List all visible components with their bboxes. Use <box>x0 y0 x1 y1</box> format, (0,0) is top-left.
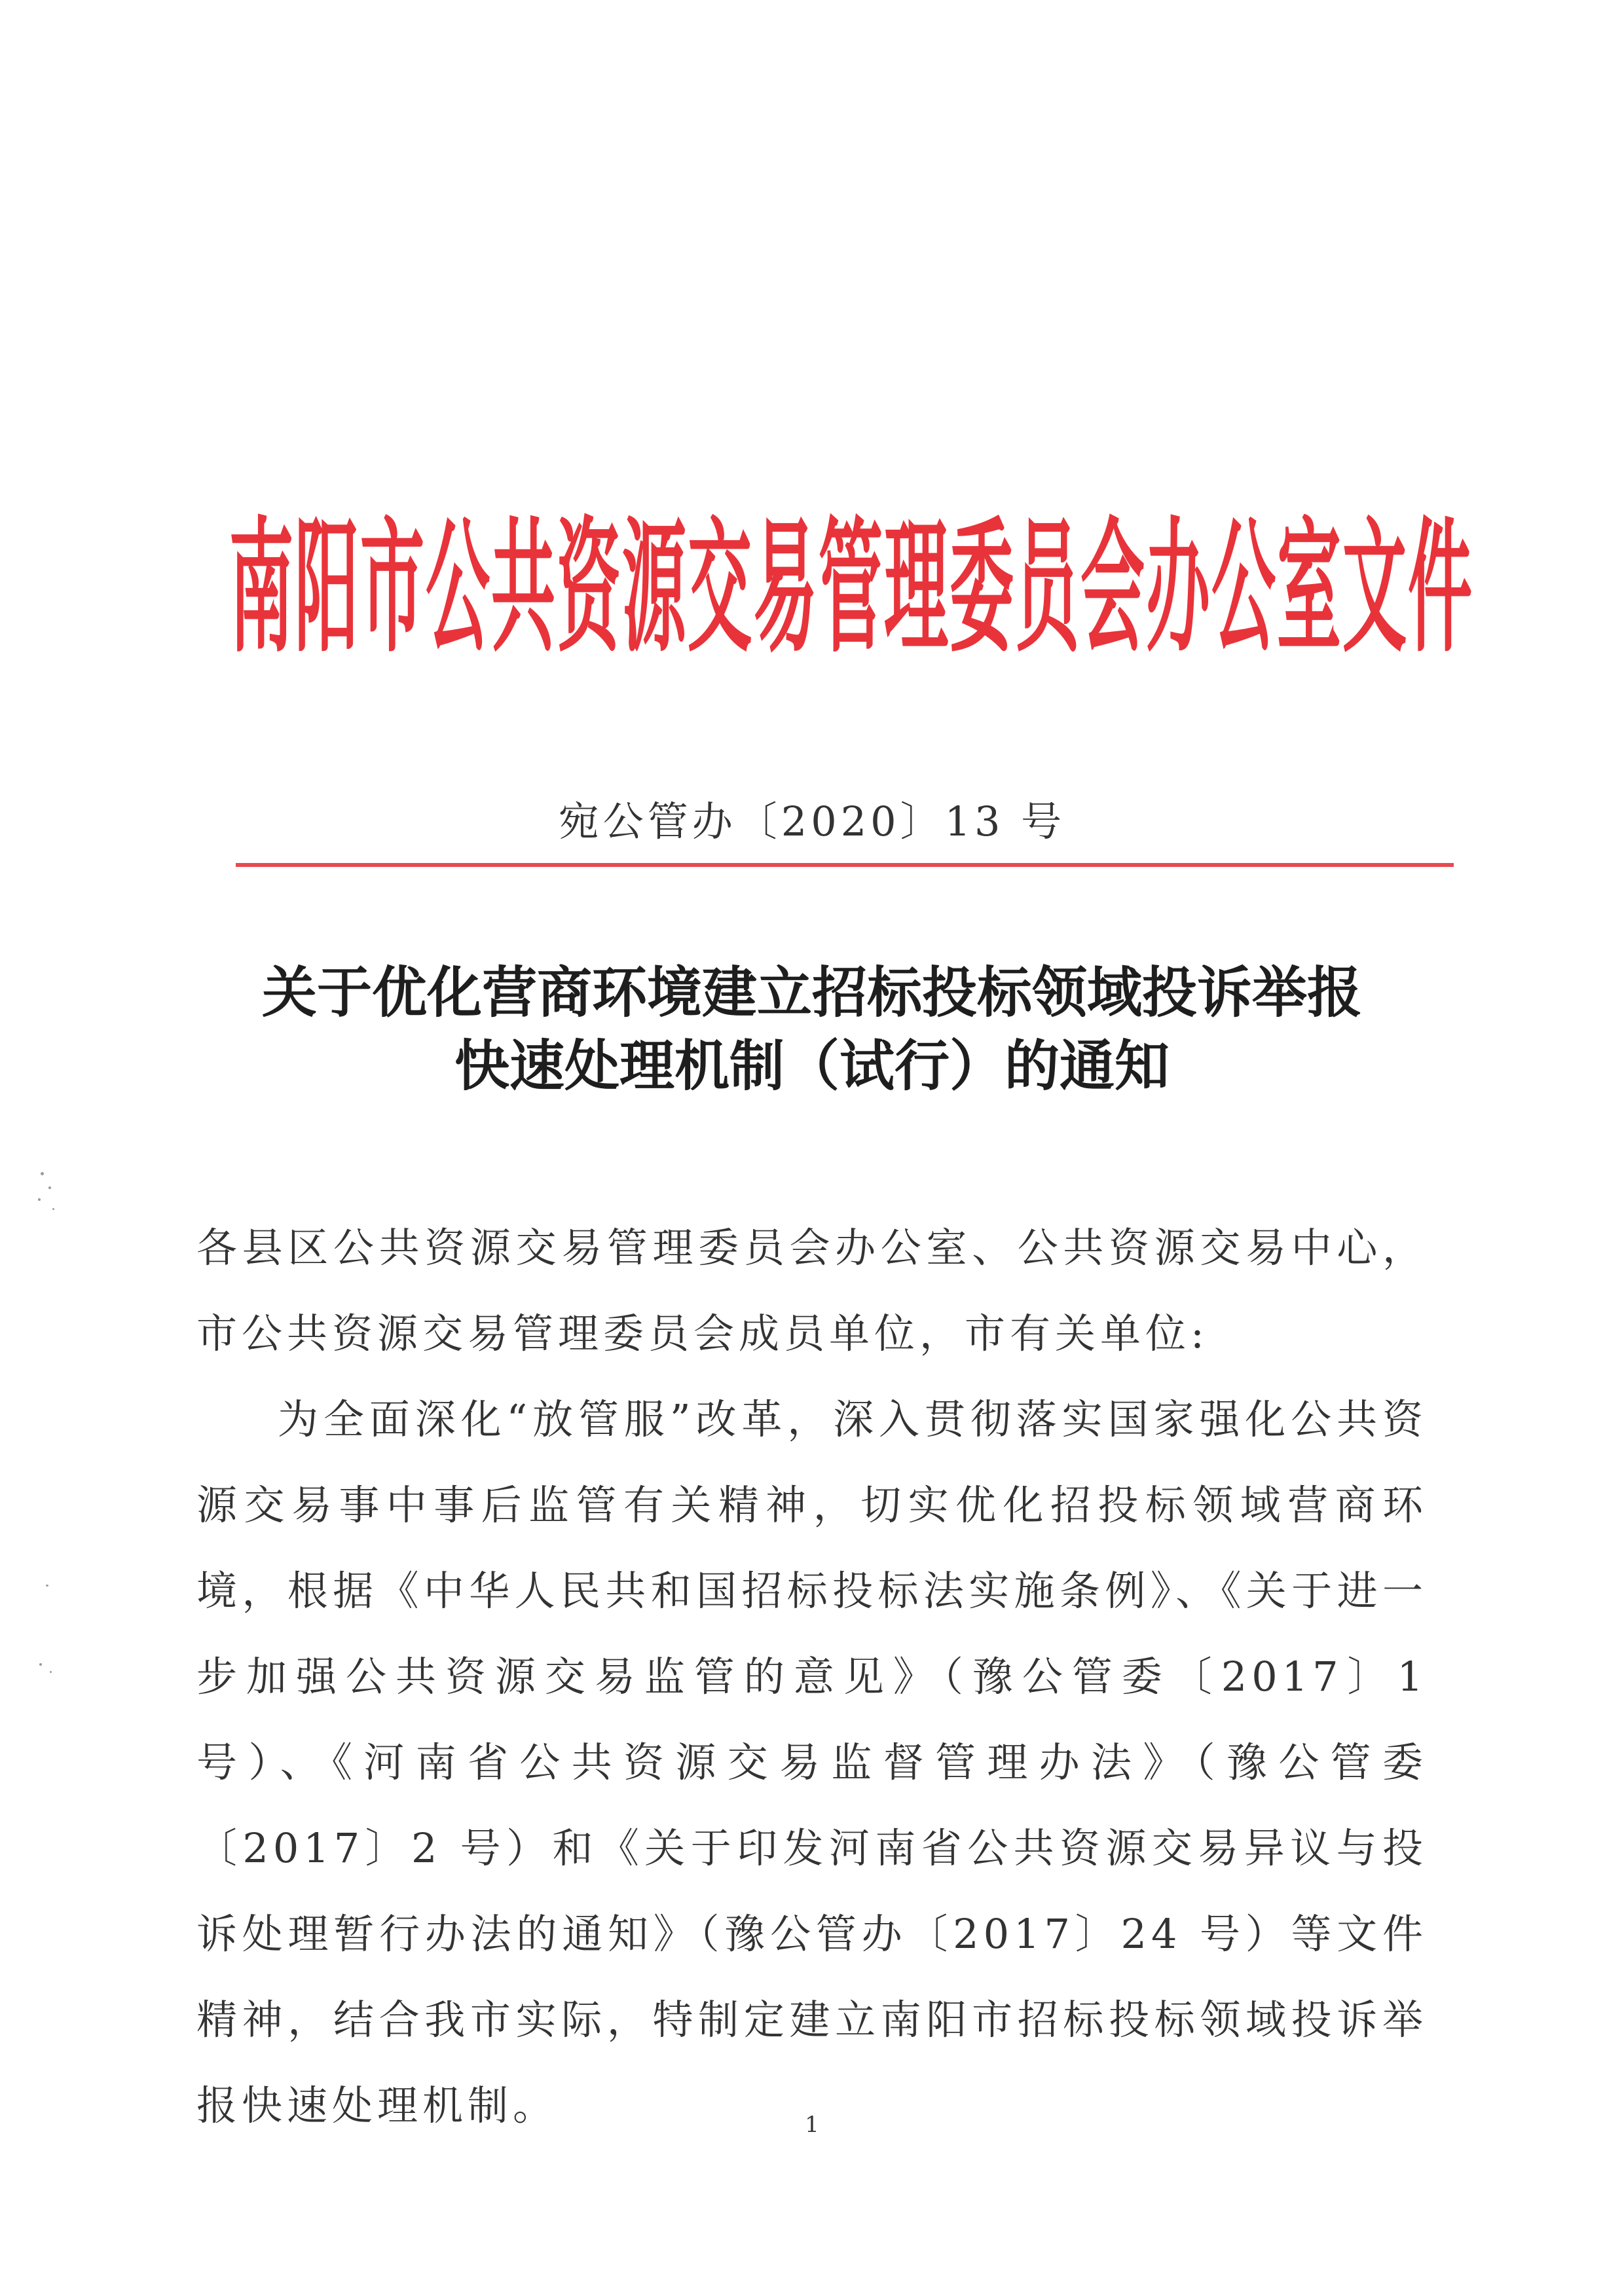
masthead-title: 南阳市公共资源交易管理委员会办公室文件 <box>229 504 1474 673</box>
notice-title-line-2: 快速处理机制（试行）的通知 <box>454 1033 1170 1098</box>
notice-title-line-1: 关于优化营商环境建立招标投标领域投诉举报 <box>261 960 1362 1025</box>
masthead <box>229 452 1474 701</box>
scan-speck <box>38 1198 41 1201</box>
scan-speck <box>41 1172 44 1175</box>
notice-body <box>196 1205 1428 2148</box>
body-paragraph: 为全面深化“放管服”改革，深入贯彻落实国家强化公共资源交易事中事后监管有关精神，切实优化招投标领域营商环境，根据《中华人民共和国招标投标法实施条例》、《关于进一步加强公共资源交易监管的意见》（豫公管委〔2017〕1 号）、《河南省公共资源交易监督管理办法》（豫公管委〔2017〕2 号）和《关于印发河南省公共资源交易异议与投诉处理暂行办法的通知》（豫公管办〔2017〕24 号）等文件精神，结合我市实际，特制定建立南阳市招标投标领域投诉举报快速处理机制。 <box>196 1395 1428 2129</box>
page-number: 1 <box>805 2112 819 2138</box>
scan-speck <box>52 1208 54 1210</box>
scan-speck <box>50 1671 52 1673</box>
salutation: 各县区公共资源交易管理委员会办公室、公共资源交易中心，市公共资源交易管理委员会成员单位，市有关单位: <box>196 1224 1428 1357</box>
notice-title <box>183 956 1441 1103</box>
scan-speck <box>48 1186 51 1189</box>
scan-speck <box>39 1663 42 1666</box>
red-divider-line <box>236 863 1454 867</box>
document-number: 宛公管办〔2020〕13 号 <box>558 798 1066 845</box>
scan-speck <box>46 1585 48 1587</box>
